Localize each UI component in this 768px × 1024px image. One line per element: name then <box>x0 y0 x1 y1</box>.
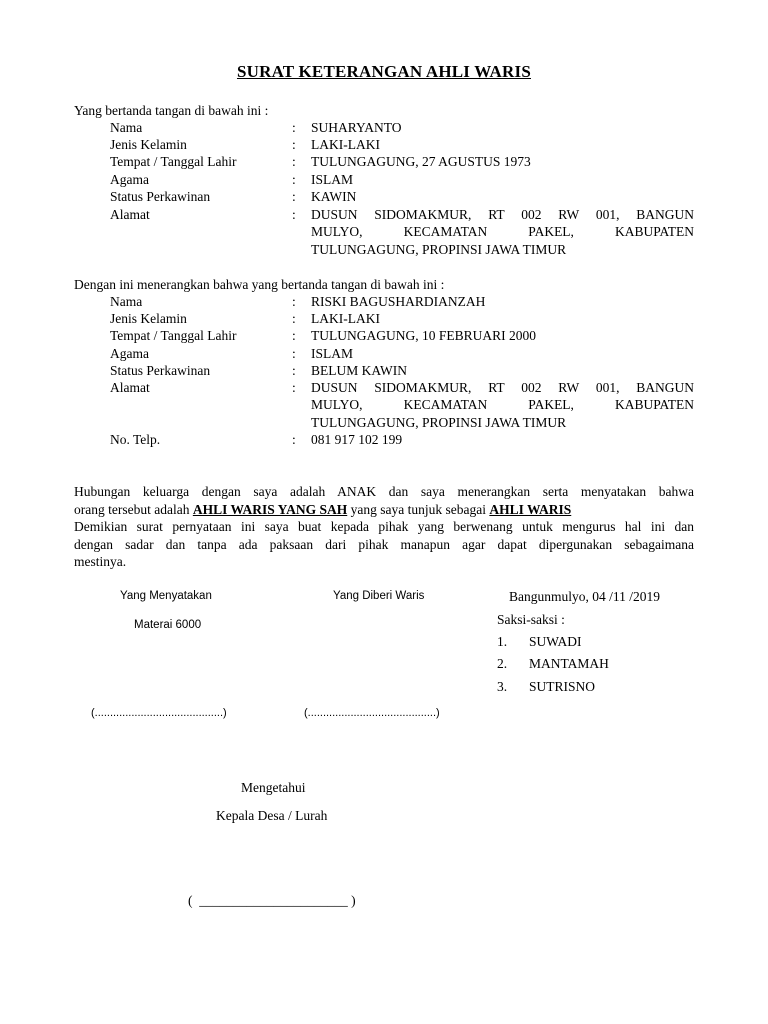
section2-label-religion: Agama <box>110 346 149 361</box>
witness-heading: Saksi-saksi : <box>497 612 565 627</box>
statement-paragraph <box>74 483 694 571</box>
section1-value-name: SUHARYANTO <box>311 120 402 135</box>
address-line: DUSUN SIDOMAKMUR, RT 002 RW 001, BANGUN <box>311 207 694 222</box>
section2-label-address: Alamat <box>110 380 150 395</box>
colon: : <box>292 137 296 152</box>
witness-name: SUTRISNO <box>529 679 596 694</box>
witness-name: MANTAMAH <box>529 656 609 671</box>
heir-emphasis: AHLI WARIS <box>489 501 572 517</box>
statement-line <box>74 501 694 519</box>
section2-label-name: Nama <box>110 294 143 309</box>
official-signature-line: ( ______________________ ) <box>188 893 356 908</box>
stamp-label: Materai 6000 <box>134 619 202 631</box>
section1-intro: Yang bertanda tangan di bawah ini : <box>74 103 269 118</box>
colon: : <box>292 294 296 309</box>
heir-label: Yang Diberi Waris <box>333 590 425 602</box>
section2-value-gender: LAKI-LAKI <box>311 311 380 326</box>
colon: : <box>292 346 296 361</box>
section1-label-gender: Jenis Kelamin <box>110 137 187 152</box>
section2-value-marital: BELUM KAWIN <box>311 363 408 378</box>
colon: : <box>292 189 296 204</box>
section2-label-phone: No. Telp. <box>110 432 161 447</box>
place-date: Bangunmulyo, 04 /11 /2019 <box>509 589 660 604</box>
address-line: TULUNGAGUNG, PROPINSI JAWA TIMUR <box>311 414 567 430</box>
colon: : <box>292 311 296 326</box>
statement-line: Hubungan keluarga dengan saya adalah ANAK dan saya menerangkan serta menyatakan bahwa <box>74 484 694 499</box>
section1-value-gender: LAKI-LAKI <box>311 137 380 152</box>
section2-label-marital: Status Perkawinan <box>110 363 211 378</box>
section1-label-birth: Tempat / Tanggal Lahir <box>110 154 237 169</box>
section2-value-phone: 081 917 102 199 <box>311 432 403 447</box>
section1-label-religion: Agama <box>110 172 149 187</box>
colon: : <box>292 207 296 222</box>
colon: : <box>292 432 296 447</box>
address-line: TULUNGAGUNG, PROPINSI JAWA TIMUR <box>311 241 567 257</box>
colon: : <box>292 363 296 378</box>
witness-number: 1. <box>497 634 508 649</box>
section1-label-address: Alamat <box>110 207 150 222</box>
document-title: SURAT KETERANGAN AHLI WARIS <box>236 62 531 81</box>
colon: : <box>292 120 296 135</box>
witness-name: SUWADI <box>529 634 582 649</box>
section1-label-name: Nama <box>110 120 143 135</box>
declarant-signature-line: (..........................................) <box>91 707 227 719</box>
colon: : <box>292 154 296 169</box>
colon: : <box>292 328 296 343</box>
section1-value-religion: ISLAM <box>311 172 354 187</box>
section2-label-birth: Tempat / Tanggal Lahir <box>110 328 237 343</box>
closing-line: mestinya. <box>74 554 127 569</box>
section1-value-birth: TULUNGAGUNG, 27 AGUSTUS 1973 <box>311 154 531 169</box>
section2-value-birth: TULUNGAGUNG, 10 FEBRUARI 2000 <box>311 328 536 343</box>
heir-signature-line: (..........................................) <box>304 707 440 719</box>
section1-label-marital: Status Perkawinan <box>110 189 211 204</box>
statement-text: orang tersebut adalah <box>74 501 190 517</box>
address-line: MULYO, KECAMATAN PAKEL, KABUPATEN <box>311 224 694 240</box>
witness-number: 3. <box>497 679 508 694</box>
acknowledge-label: Mengetahui <box>241 780 306 795</box>
statement-text: yang saya tunjuk sebagai <box>350 501 486 517</box>
closing-line: dengan sadar dan tanpa ada paksaan dari pihak manapun agar dapat dipergunakan sebagaimana <box>74 536 694 552</box>
heir-status-emphasis: AHLI WARIS YANG SAH <box>192 501 348 517</box>
address-line: MULYO, KECAMATAN PAKEL, KABUPATEN <box>311 397 694 413</box>
colon: : <box>292 172 296 187</box>
section1-value-marital: KAWIN <box>311 189 357 204</box>
closing-line: Demikian surat pernyataan ini saya buat kepada pihak yang berwenang untuk mengurus hal ini dan <box>74 519 694 534</box>
witness-number: 2. <box>497 656 508 671</box>
section2-value-religion: ISLAM <box>311 346 354 361</box>
section2-label-gender: Jenis Kelamin <box>110 311 187 326</box>
address-line: DUSUN SIDOMAKMUR, RT 002 RW 001, BANGUN <box>311 380 694 395</box>
section2-value-name: RISKI BAGUSHARDIANZAH <box>311 294 486 309</box>
official-title: Kepala Desa / Lurah <box>216 808 328 823</box>
section2-intro: Dengan ini menerangkan bahwa yang bertanda tangan di bawah ini : <box>74 277 445 292</box>
section2-value-address <box>311 379 694 431</box>
declarant-label: Yang Menyatakan <box>120 590 212 602</box>
colon: : <box>292 380 296 395</box>
section1-value-address <box>311 206 694 258</box>
